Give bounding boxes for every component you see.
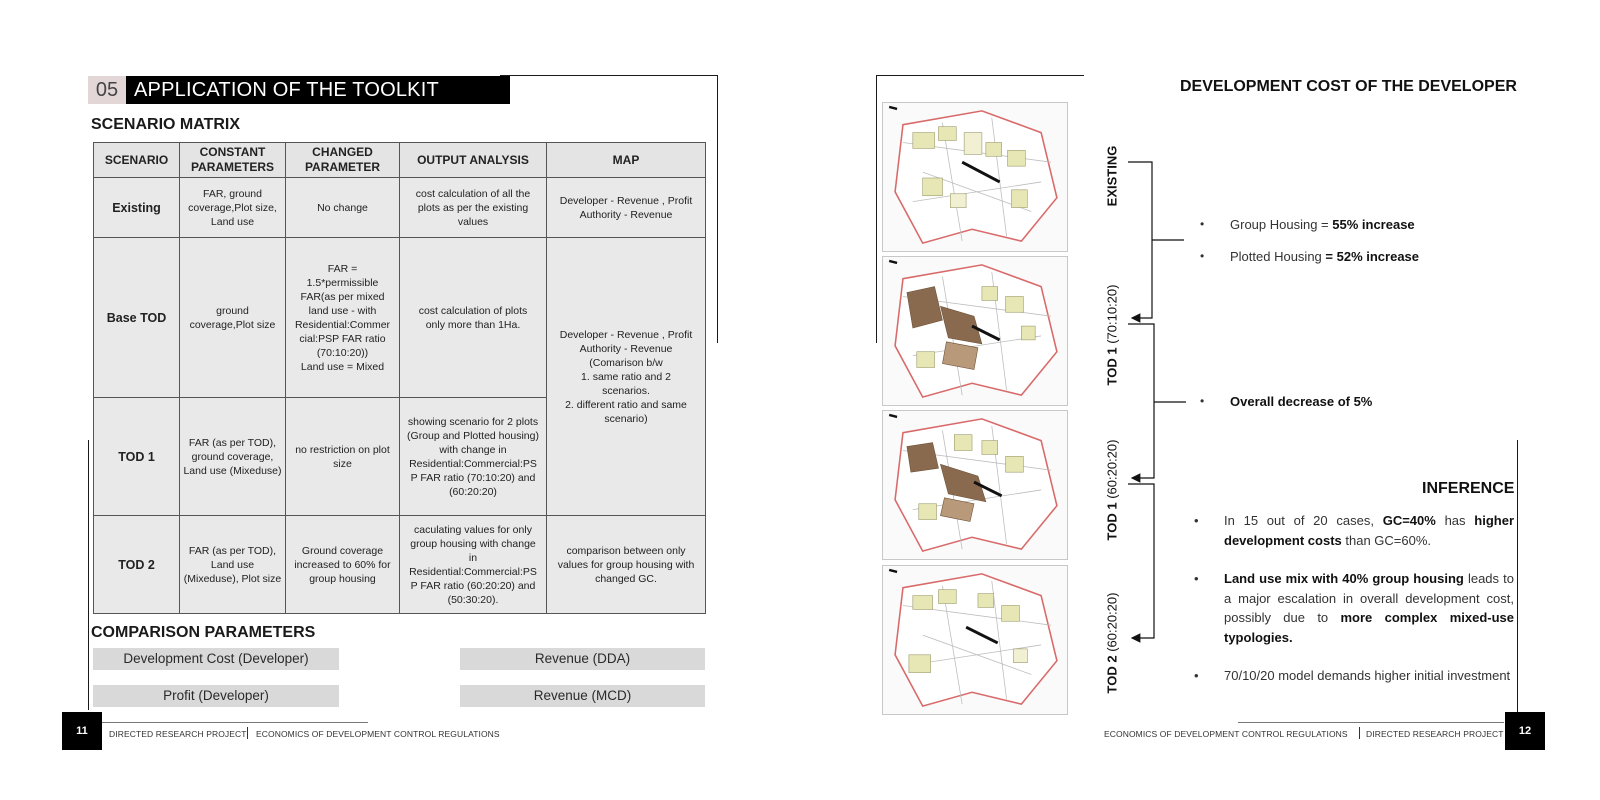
cell-line: Land use <box>210 215 255 228</box>
bullet-dot: • <box>1194 668 1199 683</box>
text-part: has <box>1435 513 1475 528</box>
bullet-text <box>1230 215 1415 234</box>
label-ratio: (70:10:20) <box>1104 284 1120 348</box>
cell-line: no restriction on plot <box>295 443 390 456</box>
cell-line: 1. same ratio and 2 <box>581 370 671 383</box>
table-header-cell: CHANGED PARAMETER <box>286 143 400 178</box>
bullet-text <box>1230 392 1372 411</box>
cell-line: (Comarison b/w <box>589 356 663 369</box>
cell-line: with change in <box>439 443 507 456</box>
comparison-heading: COMPARISON PARAMETERS <box>91 624 316 641</box>
matrix-heading: SCENARIO MATRIX <box>91 116 241 133</box>
cell-line: No change <box>317 201 368 214</box>
cell-line: 1.5*permissible <box>306 276 379 289</box>
text-bold: Land use mix with 40% group housing <box>1224 571 1464 586</box>
cell-line: ground <box>216 304 249 317</box>
text-bold: more complex mixed-use typologies. <box>1224 610 1514 645</box>
cell-line: FAR, ground <box>203 187 262 200</box>
cell-line: size <box>333 457 352 470</box>
cell-line: group housing with change <box>410 537 536 550</box>
cell-line: cost calculation of all the <box>415 187 531 200</box>
label-bold: EXISTING <box>1104 145 1120 207</box>
bullet-dot: • <box>1200 217 1205 231</box>
label-bold: TOD 1 <box>1104 347 1120 386</box>
cell-line: Authority - Revenue <box>579 342 673 355</box>
cell-line: Developer - Revenue , Profit <box>559 328 693 341</box>
text-bold: 55% increase <box>1332 217 1415 232</box>
cell-line: FAR (as per TOD), <box>188 436 277 449</box>
text-part: In 15 out of 20 cases, <box>1224 513 1383 528</box>
text-bold: higher development costs <box>1224 513 1515 548</box>
bullet-dot: • <box>1200 249 1205 263</box>
cell-line: scenario) <box>604 412 648 425</box>
inference-item-3 <box>1194 666 1514 686</box>
table-header-cell: OUTPUT ANALYSIS <box>400 143 547 178</box>
cell-line: Land use <box>210 558 255 571</box>
footer-title-left: ECONOMICS OF DEVELOPMENT CONTROL REGULATIONS <box>256 729 500 739</box>
scenario-cell: TOD 2 <box>94 516 180 614</box>
cell-line: (70:10:20)) <box>316 346 369 359</box>
param-revenue-dda: Revenue (DDA) <box>460 648 705 670</box>
cell-line: values for group housing with <box>557 558 695 571</box>
cell-line: FAR = <box>327 262 358 275</box>
cell-line: P FAR ratio (70:10:20) and <box>410 471 536 484</box>
bullet-dot: • <box>1194 513 1199 528</box>
cell-line: group housing <box>309 572 376 585</box>
scenario-cell: TOD 1 <box>94 398 180 516</box>
table-header-cell: CONSTANT PARAMETERS <box>180 143 286 178</box>
cell-line: caculating values for only <box>414 523 532 536</box>
scenario-cell: Base TOD <box>94 238 180 398</box>
cell-line: comparison between only <box>566 544 686 557</box>
cell-line: land use - with <box>308 304 377 317</box>
cell-line: Ground coverage <box>301 544 384 557</box>
bullet-text <box>1230 247 1419 266</box>
cell-line: Residential:Commercial:PS <box>409 565 537 578</box>
inference-text <box>1224 569 1514 647</box>
cell-line: cost calculation of plots <box>418 304 528 317</box>
page-number-left: 11 <box>62 712 102 750</box>
label-ratio: (60:20:20) <box>1104 592 1120 656</box>
table-header-cell: MAP <box>547 143 706 178</box>
inference-title: INFERENCE <box>1422 480 1515 497</box>
cell-line: (Group and Plotted housing) <box>407 429 539 442</box>
cell-line: (60:20:20) <box>449 485 497 498</box>
text-part: than GC=60%. <box>1341 532 1432 548</box>
inference-text: 70/10/20 model demands higher initial investment <box>1224 668 1511 683</box>
inference-item-2 <box>1194 569 1514 647</box>
text-bold: GC=40% <box>1382 513 1436 528</box>
text-part: leads to a major escalation in overall development cost, possibly due to <box>1224 571 1514 625</box>
cell-line: (50:30:20). <box>447 593 499 606</box>
cell-line: 2. different ratio and same <box>565 398 687 411</box>
cell-line: Land use = Mixed <box>300 360 385 373</box>
cell-line: values <box>457 215 489 228</box>
cell-line: cial:PSP FAR ratio <box>299 332 386 345</box>
label-bold: TOD 2 <box>1104 655 1120 694</box>
scenario-cell: Existing <box>94 178 180 238</box>
footer-project-left: DIRECTED RESEARCH PROJECT <box>109 729 247 739</box>
bullet-dot: • <box>1200 394 1205 408</box>
param-profit: Profit (Developer) <box>93 685 339 707</box>
cell-line: FAR (as per TOD), <box>188 544 277 557</box>
bullet-dot: • <box>1194 571 1199 586</box>
text-bold: = 52% increase <box>1325 249 1420 264</box>
text-part: Plotted Housing <box>1230 249 1326 264</box>
cell-line: only more than 1Ha. <box>425 318 521 331</box>
footer-project-right: DIRECTED RESEARCH PROJECT <box>1366 729 1504 739</box>
text-part: Group Housing = <box>1230 217 1333 232</box>
label-ratio: (60:20:20) <box>1104 439 1120 503</box>
cell-line: Residential:Commercial:PS <box>409 457 537 470</box>
cell-line: Residential:Commer <box>294 318 391 331</box>
cell-line: Authority - Revenue <box>579 208 673 221</box>
cell-line: P FAR ratio (60:20:20) and <box>410 579 536 592</box>
param-revenue-mcd: Revenue (MCD) <box>460 685 705 707</box>
cell-line: coverage,Plot size <box>189 318 276 331</box>
inference-text <box>1224 511 1514 550</box>
cell-line: changed GC. <box>595 572 657 585</box>
cell-line: in <box>468 551 478 564</box>
text-bold: Overall decrease of 5% <box>1230 394 1373 409</box>
cell-line: scenarios. <box>602 384 650 397</box>
cell-line: (Mixeduse), Plot size <box>183 572 282 585</box>
cell-line: coverage,Plot size, <box>188 201 277 214</box>
section-number: 05 <box>88 76 126 104</box>
cell-line: FAR(as per mixed <box>300 290 385 303</box>
table-header-cell: SCENARIO <box>94 143 180 178</box>
cell-line: Land use (Mixeduse) <box>183 464 282 477</box>
cell-line: ground coverage, <box>191 450 274 463</box>
footer-separator-right <box>1359 727 1360 739</box>
section-title: APPLICATION OF THE TOOLKIT <box>126 76 510 104</box>
cell-line: increased to 60% for <box>294 558 391 571</box>
page-number-right: 12 <box>1505 712 1545 750</box>
param-development-cost: Development Cost (Developer) <box>93 648 339 670</box>
cell-line: Developer - Revenue , Profit <box>559 194 693 207</box>
cell-line: plots as per the existing <box>417 201 529 214</box>
page-title: DEVELOPMENT COST OF THE DEVELOPER <box>1180 78 1517 95</box>
footer-title-right: ECONOMICS OF DEVELOPMENT CONTROL REGULATIONS <box>1104 729 1348 739</box>
cell-line: showing scenario for 2 plots <box>407 415 539 428</box>
label-bold: TOD 1 <box>1104 502 1120 541</box>
footer-rule-right <box>1238 722 1504 723</box>
inference-item-1 <box>1194 511 1514 550</box>
